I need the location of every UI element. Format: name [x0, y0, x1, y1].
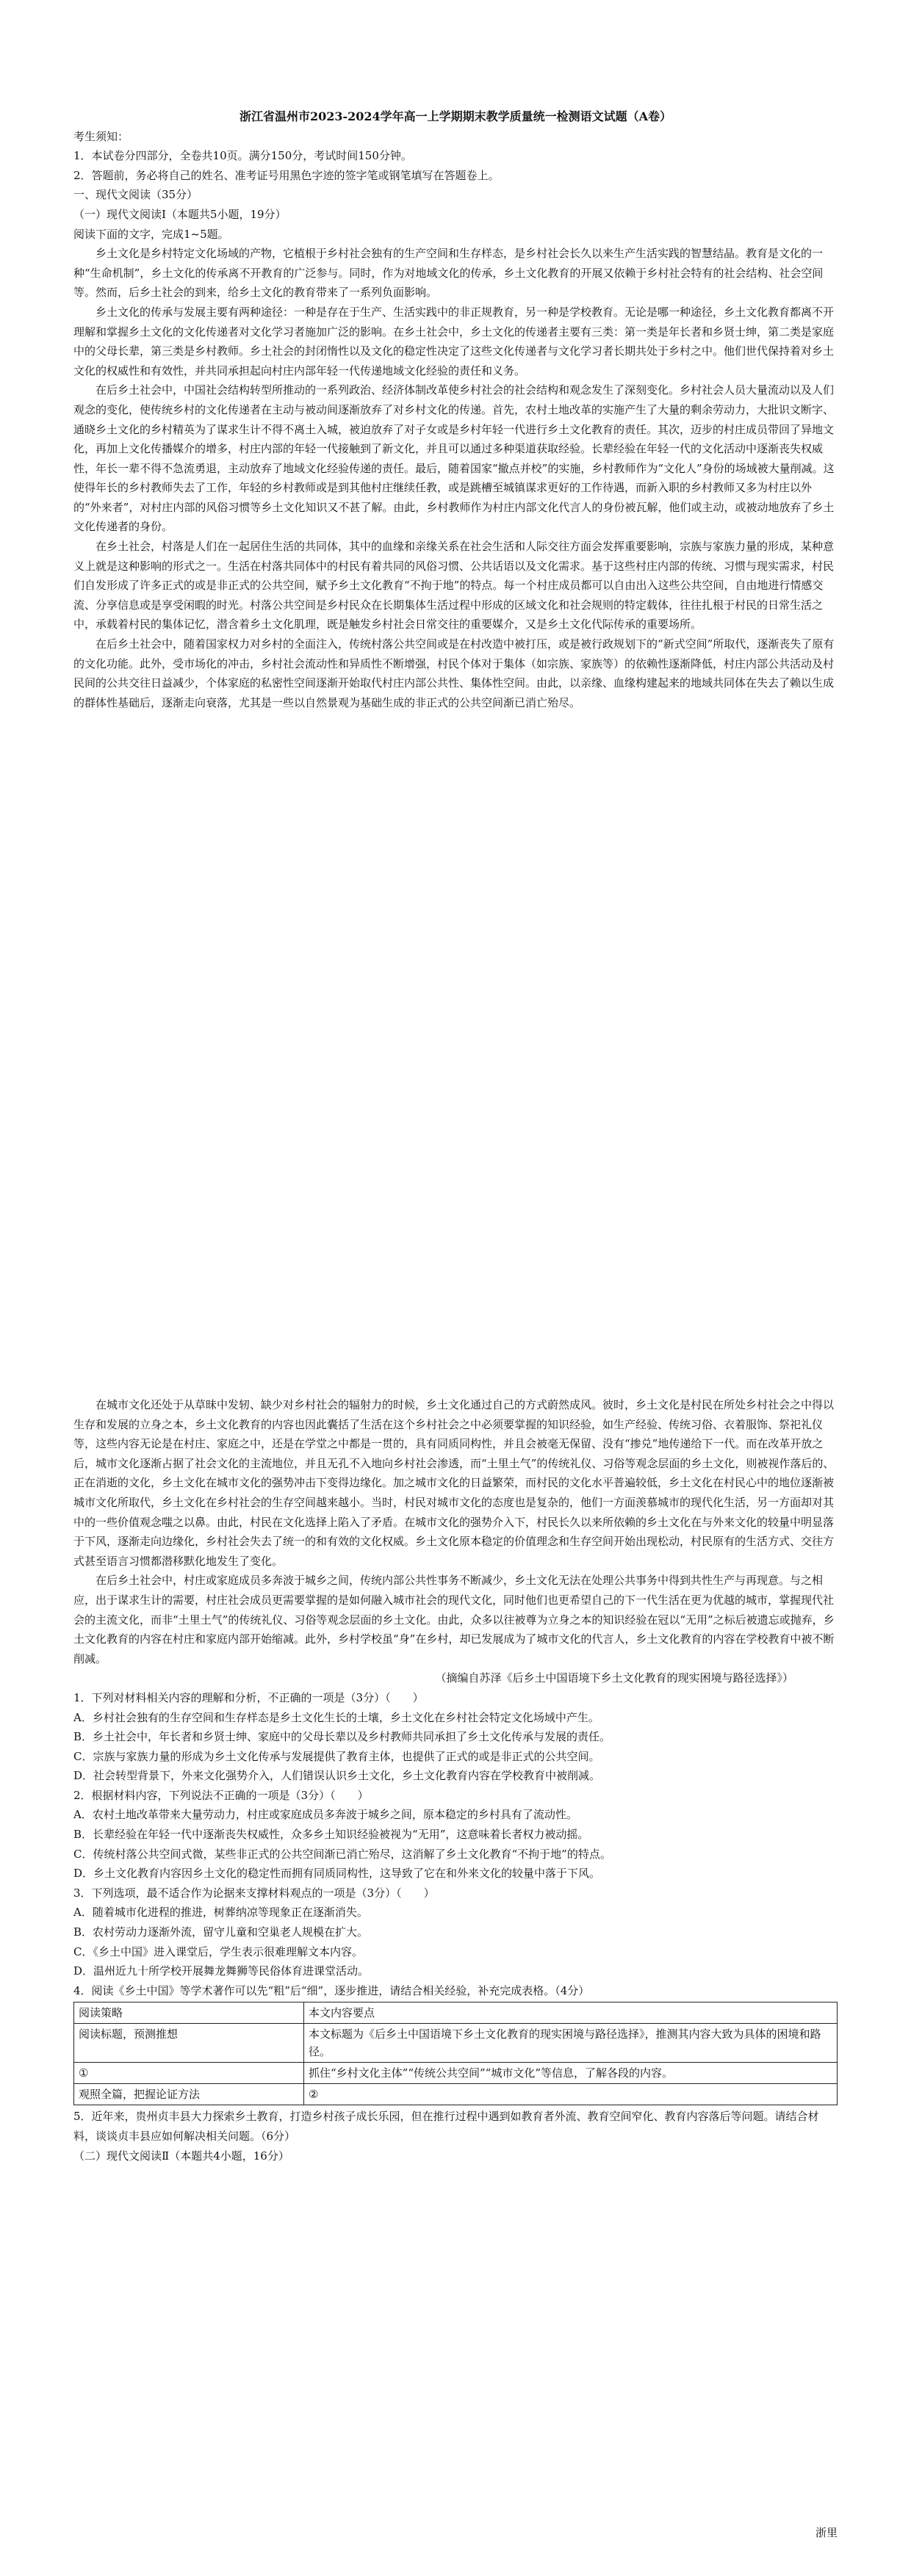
reading-instruction: 阅读下面的文字，完成1~5题。 [73, 227, 229, 241]
table-cell: 阅读标题，预测推想 [74, 2024, 304, 2063]
table-row [74, 2024, 838, 2063]
passage-paragraph: 在后乡土社会中，村庄或家庭成员多奔波于城乡之间，传统内部公共性事务不断减少，乡土文化无法在处理公共事务中得到共性生产与再现意。与之相应，出于谋求生计的需要，村庄社会成员更需要掌握的是如何融入城市社会的现代文化，同时他们也更希望自己的下一代生活在更为优越的城市，掌握现代社会的主流文化，而非“土里土气”的传统礼仪、习俗等观念层面的乡土文化。由此，众多以往被尊为立身之本的知识经验在冠以“无用”之标后被遗忘或抛弃，乡土文化教育的内容在村庄和家庭内部开始缩减。此外，乡村学校虽“身”在乡村，却已发展成为了城市文化的代言人，乡土文化教育的内容在学校教育中被不断削减。 [73, 1574, 835, 1665]
table-header-cell: 本文内容要点 [304, 2002, 838, 2024]
passage-paragraph: 在城市文化还处于从草昧中发轫、缺少对乡村社会的辐射力的时候，乡土文化通过自己的方式蔚然成风。彼时，乡土文化是村民在所处乡村社会之中得以生存和发展的立身之本，乡土文化教育的内容也因此囊括了生活在这个乡村社会之中必须要掌握的知识经验，如生产经验、传统习俗、衣着服饰、祭祀礼仪等，这些内容无论是在村庄、家庭之中，还是在学堂之中都是一贯的，具有同质同构性，并且会被毫无保留、没有“掺兑”地传递给下一代。而在改革开放之后，城市文化逐渐占据了社会文化的主流地位，并且无孔不入地向乡村社会渗透，而“土里土气”的传统礼仪、习俗等观念层面的乡土文化，则被视作落后的、正在消逝的文化，乡土文化在城市文化的强势冲击下变得边缘化。加之城市文化的日益繁荣，而村民的文化水平普遍较低，乡土文化在村民心中的地位逐渐被城市文化所取代，乡土文化在乡村社会的生存空间越来越小。当时，村民对城市文化的态度也是复杂的，他们一方面羡慕城市的现代化生活，另一方面却对其中的一些价值观念嗤之以鼻。由此，村民在文化选择上陷入了矛盾。在城市文化的强势介入下，村民长久以来所依赖的乡土文化在与外来文化的较量中明显落于下风，逐渐走向边缘化，乡村社会失去了统一的和有效的文化权威。乡土文化原本稳定的价值理念和生存空间开始出现松动，村民原有的生活方式、交往方式甚至语言习惯都潜移默化地发生了变化。 [73, 1398, 835, 1568]
table-cell: 抓住“乡村文化主体”“传统公共空间”“城市文化”等信息，了解各段的内容。 [304, 2063, 838, 2084]
passage-paragraph: 在乡土社会，村落是人们在一起居住生活的共同体，其中的血缘和亲缘关系在社会生活和人际交往方面会发挥重要影响，宗族与家族力量的形成，某种意义上就是这种影响的形式之一。生活在村落共同体中的村民有着共同的风俗习惯、公共话语以及文化需求。基于这些村庄内部的传统、习惯与现实需求，村民们自发形成了许多正式的或是非正式的公共空间，赋予乡土文化教育“不拘于地”的特点。每一个村庄成员都可以自由出入这些公共空间，自由地进行情感交流、分享信息或是享受闲暇的时光。村落公共空间是乡村民众在长期集体生活过程中形成的区域文化和社会规则的特定载体，往往扎根于村民的日常生活之中，承载着村民的集体记忆，潜含着乡土文化肌理，既是触发乡村社会日常交往的重要媒介，又是乡土文化代际传承的重要场所。 [73, 540, 835, 632]
question-3-stem: 3．下列选项，最不适合作为论据来支撑材料观点的一项是（3分）（ ） [73, 1886, 435, 1900]
question-1-stem: 1．下列对材料相关内容的理解和分析，不正确的一项是（3分）（ ） [73, 1690, 424, 1704]
question-3-option-d: D．温州近九十所学校开展舞龙舞狮等民俗体育进课堂活动。 [73, 1964, 370, 1978]
question-5-stem: 5．近年来，贵州贞丰县大力探索乡土教育，打造乡村孩子成长乐园，但在推行过程中遇到如教育者外流、教育空间窄化、教育内容落后等问题。请结合材料，谈谈贞丰县应如何解决相关问题。（6分） [73, 2110, 819, 2143]
question-2-option-b: B．长辈经验在年轻一代中逐渐丧失权威性，众多乡土知识经验被视为“无用”，这意味着长者权力被动摇。 [73, 1828, 589, 1842]
question-2-stem: 2．根据材料内容，下列说法不正确的一项是（3分）（ ） [73, 1788, 369, 1802]
question-1-option-d: D．社会转型背景下，外来文化强势介入，人们错误认识乡土文化，乡土文化教育内容在学校教育中被削减。 [73, 1769, 601, 1783]
notice-line-2: 2．答题前，务必将自己的姓名、准考证号用黑色字迹的签字笔或钢笔填写在答题卷上。 [73, 168, 500, 182]
question-2-option-d: D．乡土文化教育内容因乡土文化的稳定性而拥有同质同构性，这导致了它在和外来文化的较量中落于下风。 [73, 1867, 601, 1881]
notice-line-1: 1．本试卷分四部分，全卷共10页。满分150分，考试时间150分钟。 [73, 149, 412, 163]
table-header-cell: 阅读策略 [74, 2002, 304, 2024]
question-2-option-c: C．传统村落公共空间式微，某些非正式的公共空间渐已消亡殆尽，这消解了乡土文化教育“不拘于地”的特点。 [73, 1847, 611, 1861]
part-two [73, 1395, 838, 2166]
table-cell: 本文标题为《后乡土中国语境下乡土文化教育的现实困境与路径选择》，推测其内容大致为具体的困境和路径。 [304, 2024, 838, 2063]
question-2-option-a: A．农村土地改革带来大量劳动力，村庄或家庭成员多奔波于城乡之间，原本稳定的乡村具有了流动性。 [73, 1808, 577, 1822]
table-row [74, 2084, 838, 2105]
subsection-heading: （一）现代文阅读Ⅰ（本题共5小题，19分） [73, 207, 287, 221]
passage-paragraph: 在后乡土社会中，随着国家权力对乡村的全面注入，传统村落公共空间或是在村改造中被打压，或是被行政规划下的“新式空间”所取代，逐渐丧失了原有的文化功能。此外，受市场化的冲击，乡村社会流动性和异质性不断增强，村民个体对于集体（如宗族、家族等）的依赖性逐渐降低，村庄内部公共活动及村民间的公共交往日益减少，个体家庭的私密性空间逐渐开始取代村庄内部公共性、集体性空间。由此，以亲缘、血缘构建起来的地域共同体在失去了赖以生成的群体性基础后，逐渐走向衰落，尤其是一些以自然景观为基础生成的非正式的公共空间渐已消亡殆尽。 [73, 637, 835, 709]
question-4-stem: 4．阅读《乡土中国》等学术著作可以先“粗”后“细”，逐步推进，请结合相关经验，补充完成表格。（4分） [73, 1983, 590, 1997]
passage-paragraph: 乡土文化的传承与发展主要有两种途径：一种是存在于生产、生活实践中的非正规教育，另一种是学校教育。无论是哪一种途径，乡土文化教育都离不开理解和掌握乡土文化的文化传递者对文化学习者施加广泛的影响。在乡土社会中，乡土文化的传递者主要有三类：第一类是年长者和乡贤士绅，第二类是家庭中的父母长辈，第三类是乡村教师。乡土社会的封闭惰性以及文化的稳定性决定了这些文化传递者与文化学习者长期共处于乡村之中。他们世代保持着对乡土文化的权威性和有效性，并共同承担起向村庄内部年轻一代传递地域文化经验的责任和义务。 [73, 305, 835, 377]
section-heading: 一、现代文阅读（35分） [73, 188, 198, 202]
table-header-row [74, 2002, 838, 2024]
notice-head: 考生须知： [73, 129, 129, 143]
passage-paragraph: 在后乡土社会中，中国社会结构转型所推动的一系列政治、经济体制改革使乡村社会的社会结构和观念发生了深刻变化。乡村社会人员大量流动以及人们观念的变化，使传统乡村的文化传递者在主动与被动间逐渐放弃了对乡村文化的传递。首先，农村土地改革的实施产生了大量的剩余劳动力，大批识文断字、通晓乡土文化的乡村精英为了谋求生计不得不离土入城，被迫放弃了对子女或是乡村年轻一代进行乡土文化教育的责任。其次，迈步的村庄成员带回了异地文化，再加上文化传播媒介的增多，村庄内部的年轻一代接触到了新文化，并且可以通过多种渠道获取经验。长辈经验在年轻一代的文化活动中逐渐丧失权威性，年长一辈不得不急流勇退，主动放弃了地域文化经验传递的责任。最后，随着国家“撤点并校”的实施，乡村教师作为“文化人”身份的场域被大量削减。这使得年长的乡村教师失去了工作，年轻的乡村教师或是到其他村庄继续任教，或是跳槽至城镇谋求更好的工作待遇，而新入职的乡村教师又多为村庄以外的“外来者”，对村庄内部的风俗习惯等乡土文化知识又不甚了解。由此，乡村教师作为村庄内部文化代言人的身份被瓦解，他们或主动，或被动地放弃了乡土文化传递者的身份。 [73, 383, 835, 534]
passage-paragraph: 乡土文化是乡村特定文化场域的产物，它植根于乡村社会独有的生产空间和生存样态，是乡村社会长久以来生产生活实践的智慧结晶。教育是文化的一种“生命机制”，乡土文化的传承离不开教育的广泛参与。同时，作为对地域文化的传承，乡土文化教育的开展又依赖于乡村社会特有的社会结构、社会空间等。然而，后乡土社会的到来，给乡土文化的教育带来了一系列负面影响。 [73, 247, 824, 300]
question-1-option-b: B．乡土社会中，年长者和乡贤士绅、家庭中的父母长辈以及乡村教师共同承担了乡土文化传承与发展的责任。 [73, 1730, 611, 1744]
question-1-option-c: C．宗族与家族力量的形成为乡土文化传承与发展提供了教育主体，也提供了正式的或是非正式的公共空间。 [73, 1749, 600, 1763]
reading-strategy-table [73, 2002, 838, 2105]
table-cell-blank: ① [74, 2063, 304, 2084]
question-3-option-c: C．《乡土中国》进入课堂后，学生表示很难理解文本内容。 [73, 1944, 363, 1958]
question-3-option-b: B．农村劳动力逐渐外流，留守儿童和空巢老人规模在扩大。 [73, 1925, 369, 1939]
part-one [73, 107, 838, 712]
table-cell: 观照全篇，把握论证方法 [74, 2084, 304, 2105]
table-row [74, 2063, 838, 2084]
doc-title: 浙江省温州市2023-2024学年高一上学期期末教学质量统一检测语文试题（A卷） [239, 109, 672, 123]
table-cell-blank: ② [304, 2084, 838, 2105]
question-1-option-a: A．乡村社会独有的生存空间和生存样态是乡土文化生长的土壤，乡土文化在乡村社会特定文化场域中产生。 [73, 1710, 599, 1724]
source-citation: （摘编自苏泽《后乡土中国语境下乡土文化教育的现实困境与路径选择》） [435, 1671, 793, 1685]
subsection-heading-2: （二）现代文阅读Ⅱ（本题共4小题，16分） [73, 2149, 289, 2163]
question-3-option-a: A．随着城市化进程的推进，树葬纳凉等现象正在逐渐消失。 [73, 1906, 368, 1920]
page-footer: 浙里 [815, 2526, 838, 2539]
